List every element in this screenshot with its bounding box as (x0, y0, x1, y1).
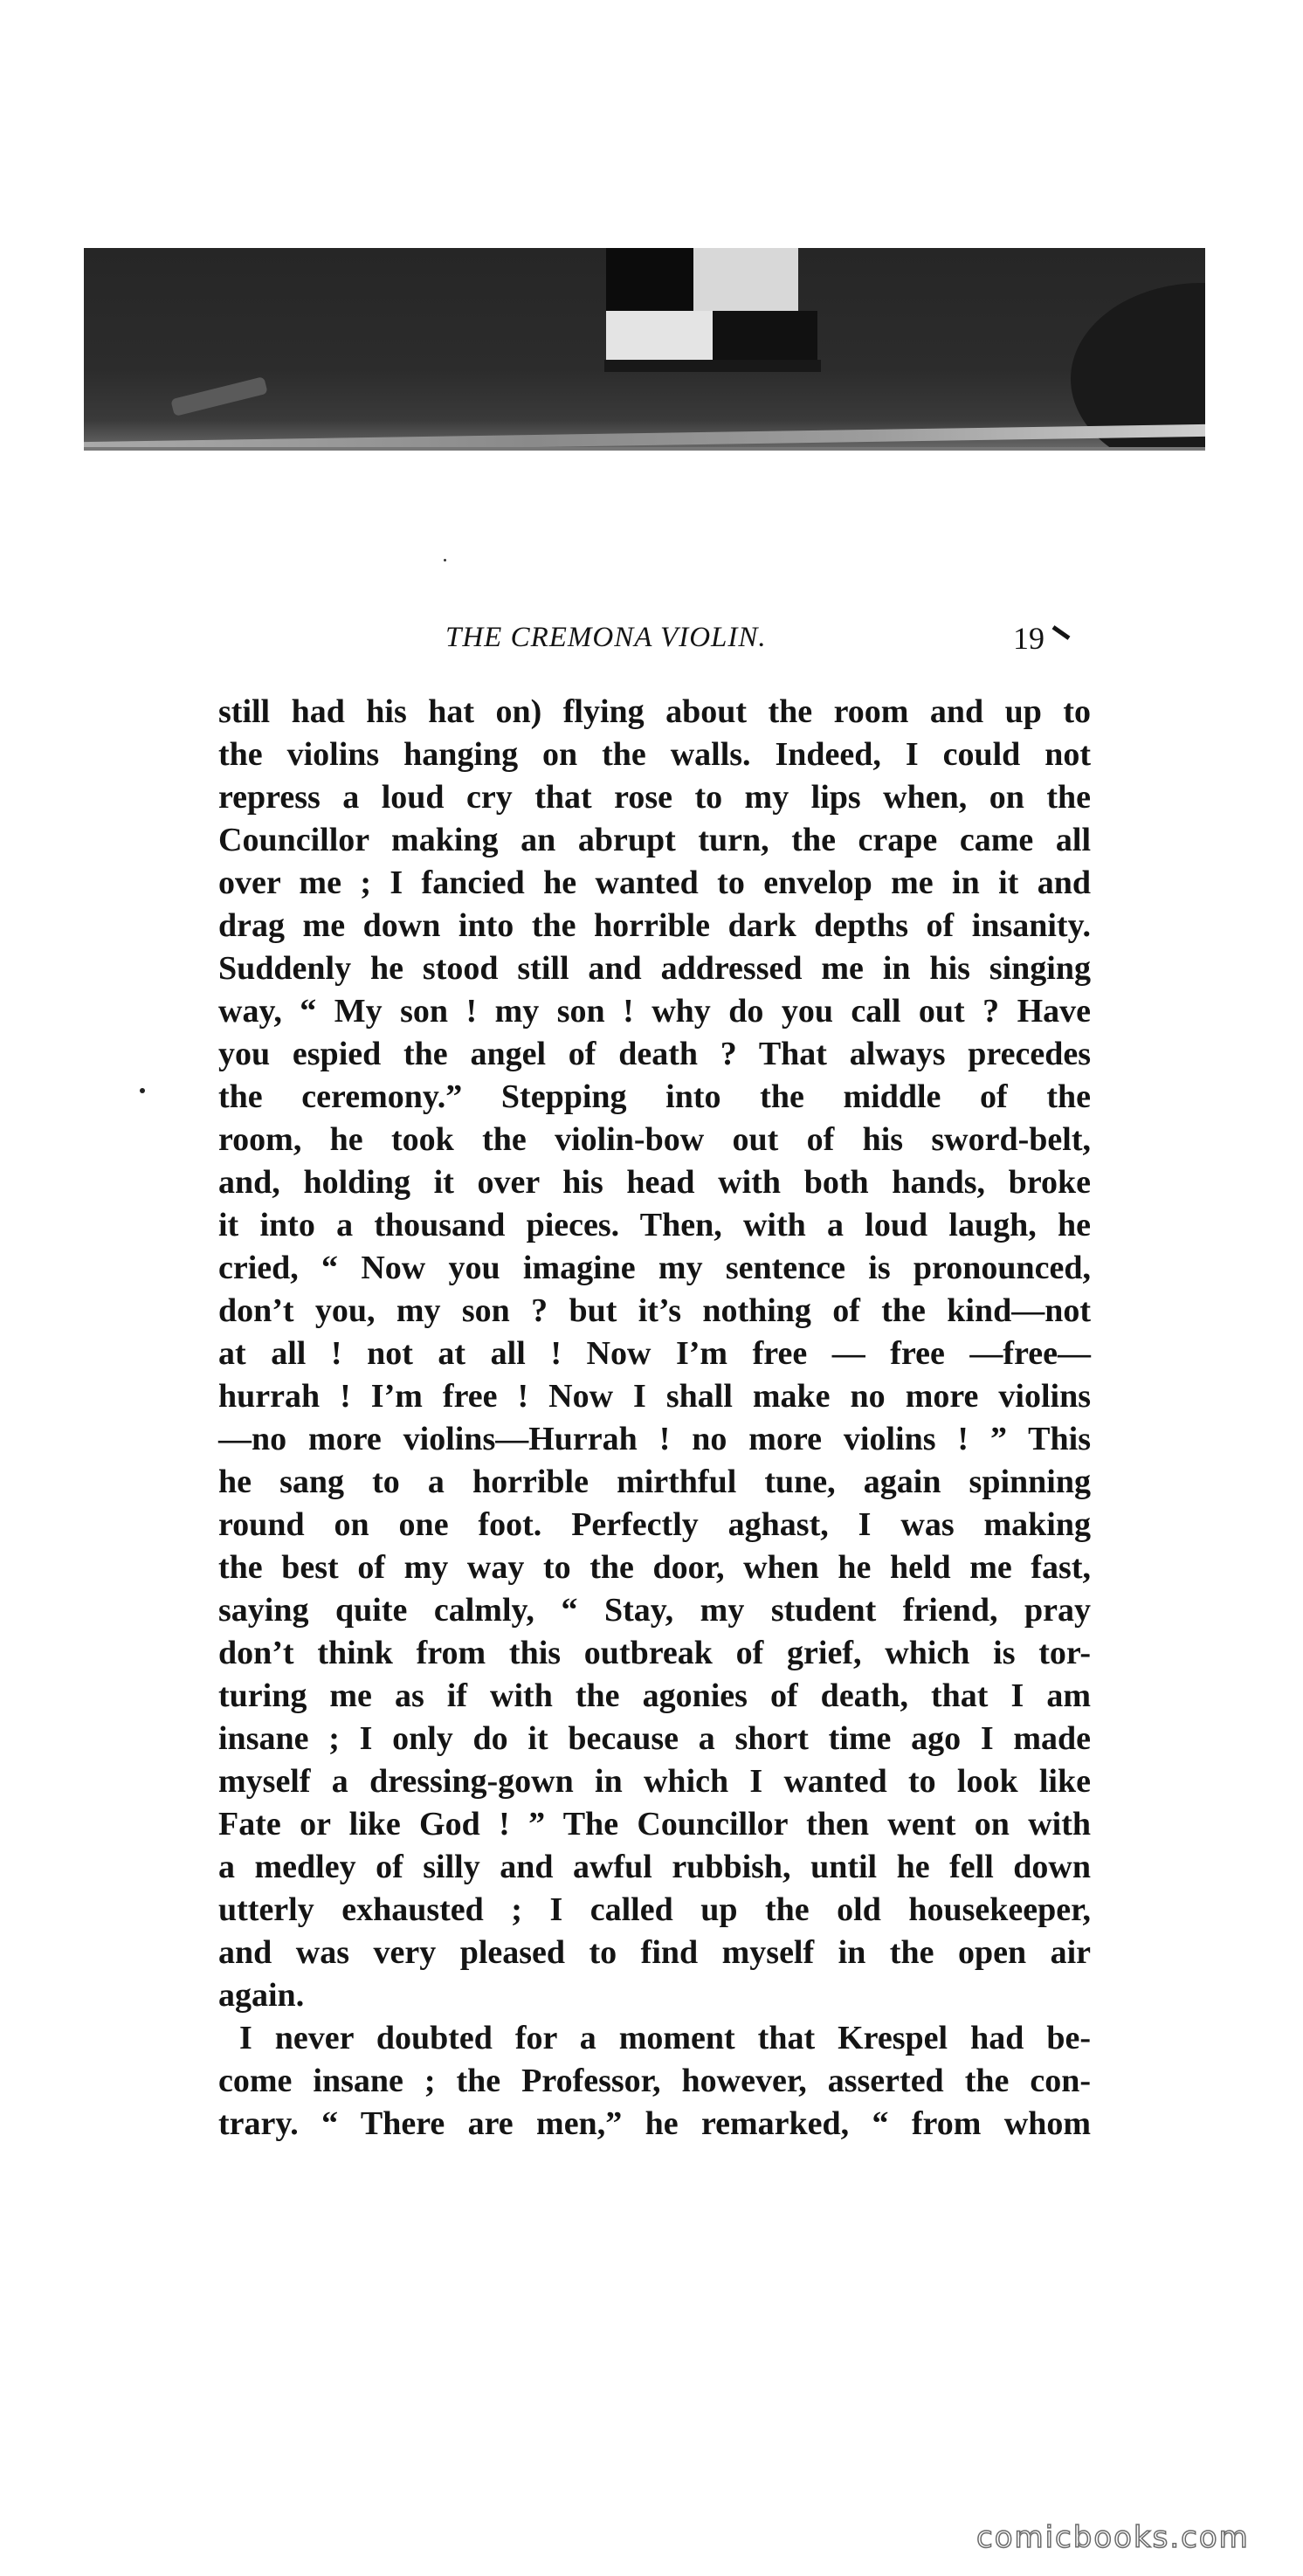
text-line: myself a dressing-gown in which I wanted to look like (218, 1763, 1091, 1800)
text-line: Councillor making an abrupt turn, the crape came all (218, 822, 1091, 858)
text-line: cried, “ Now you imagine my sentence is pronounced, (218, 1250, 1091, 1286)
scan-smear (170, 376, 268, 417)
text-line: you espied the angel of death ? That always precedes (218, 1036, 1091, 1072)
text-line: drag me down into the horrible dark depths of insanity. (218, 907, 1091, 944)
scan-block (604, 360, 821, 372)
text-line: he sang to a horrible mirthful tune, again spinning (218, 1464, 1091, 1500)
text-line: and was very pleased to find myself in the open air (218, 1934, 1091, 1971)
text-line: trary. “ There are men,” he remarked, “ from whom (218, 2105, 1091, 2142)
text-line: turing me as if with the agonies of death, that I am (218, 1677, 1091, 1714)
text-line: don’t think from this outbreak of grief, which is tor- (218, 1635, 1091, 1671)
text-line: still had his hat on) flying about the room and up to (218, 693, 1091, 730)
text-line: I never doubted for a moment that Krespel had be- (239, 2020, 1091, 2056)
text-line: saying quite calmly, “ Stay, my student friend, pray (218, 1592, 1091, 1629)
page-number: 19 (1013, 621, 1044, 656)
text-line: the ceremony.” Stepping into the middle of the (218, 1078, 1091, 1115)
text-line: again. (218, 1977, 305, 2014)
text-line: —no more violins—Hurrah ! no more violins ! ” This (218, 1421, 1091, 1457)
text-line: way, “ My son ! my son ! why do you call out ? Have (218, 993, 1091, 1030)
running-head-title: THE CREMONA VIOLIN. (445, 622, 767, 653)
page-number-mark (1052, 625, 1071, 640)
scanned-image-band (84, 248, 1205, 451)
text-line: insane ; I only do it because a short time ago I made (218, 1720, 1091, 1757)
text-line: over me ; I fancied he wanted to envelop me in it and (218, 864, 1091, 901)
text-line: it into a thousand pieces. Then, with a loud laugh, he (218, 1207, 1091, 1243)
margin-speck (140, 1088, 145, 1093)
watermark: comicbooks.com (976, 2520, 1250, 2555)
text-line: at all ! not at all ! Now I’m free — free —free— (218, 1335, 1091, 1372)
text-line: Suddenly he stood still and addressed me in his singing (218, 950, 1091, 987)
text-line: come insane ; the Professor, however, asserted the con- (218, 2063, 1091, 2099)
scan-block (606, 248, 693, 311)
scan-speck (444, 559, 446, 561)
text-line: don’t you, my son ? but it’s nothing of the kind—not (218, 1292, 1091, 1329)
text-line: a medley of silly and awful rubbish, until he fell down (218, 1849, 1091, 1885)
text-line: round on one foot. Perfectly aghast, I was making (218, 1506, 1091, 1543)
text-line: Fate or like God ! ” The Councillor then went on with (218, 1806, 1091, 1842)
text-line: the best of my way to the door, when he held me fast, (218, 1549, 1091, 1586)
body-text (218, 691, 1091, 2146)
text-line: repress a loud cry that rose to my lips when, on the (218, 779, 1091, 816)
text-line: and, holding it over his head with both hands, broke (218, 1164, 1091, 1201)
scan-block (693, 248, 798, 311)
text-line: room, he took the violin-bow out of his sword-belt, (218, 1121, 1091, 1158)
text-line: utterly exhausted ; I called up the old housekeeper, (218, 1891, 1091, 1928)
text-line: the violins hanging on the walls. Indeed, I could not (218, 736, 1091, 773)
scan-block (713, 311, 817, 362)
scan-edge-line (84, 447, 1205, 451)
text-line: hurrah ! I’m free ! Now I shall make no more violins (218, 1378, 1091, 1415)
